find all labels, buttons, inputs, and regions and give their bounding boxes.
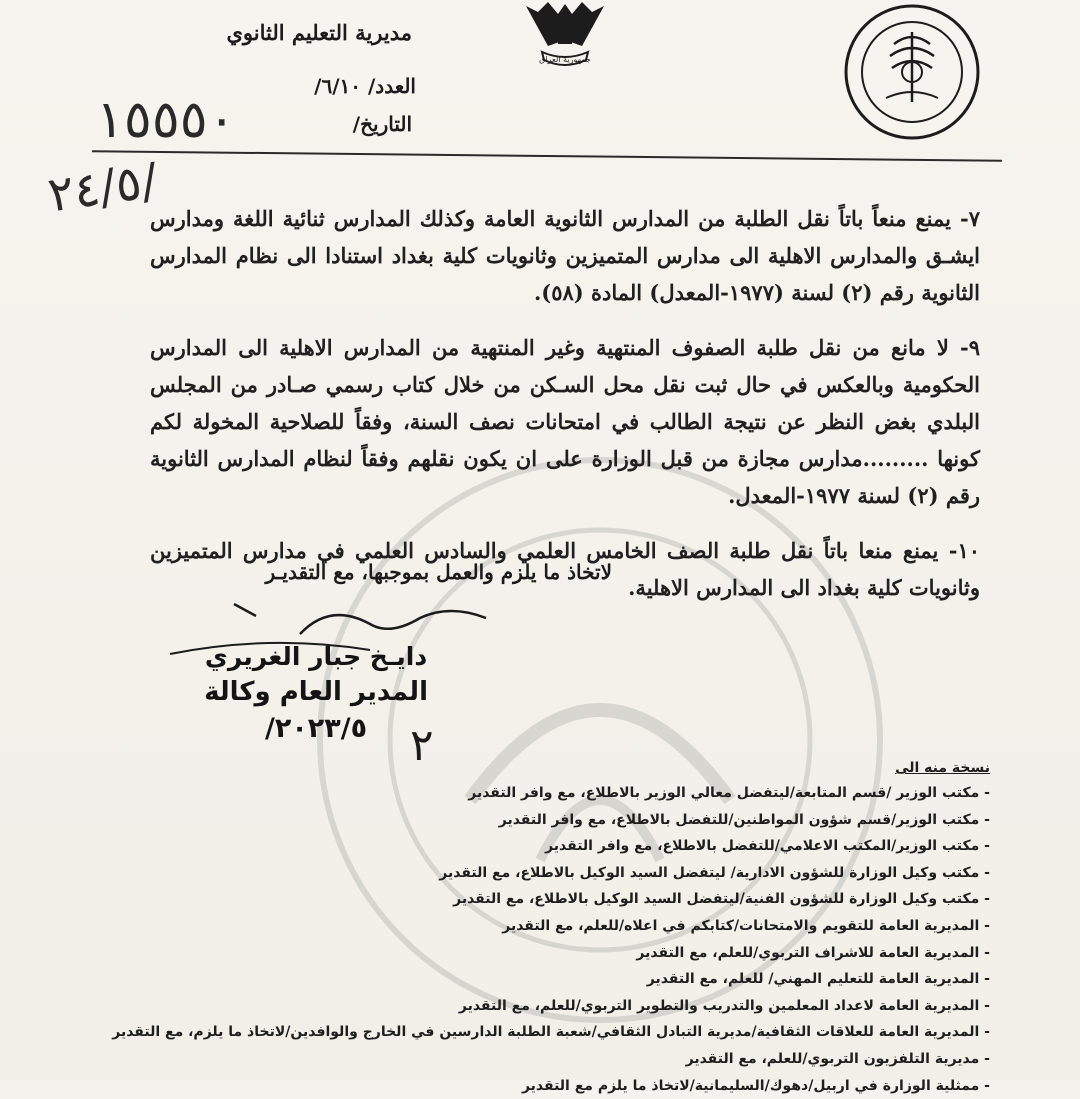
copy-recipient: - المديرية العامة للتقويم والامتحانات/كتابكم في اعلاه/للعلم، مع التقدير bbox=[90, 913, 990, 940]
handwritten-date: ٢٤/٥/ bbox=[44, 152, 162, 224]
closing-line: لاتخاذ ما يلزم والعمل بموجبها، مع التقديـر bbox=[265, 560, 612, 584]
document-date-label: التاريخ/ bbox=[352, 112, 412, 136]
copy-recipient: - مكتب الوزير /قسم المتابعة/ليتفضل معالي الوزير بالاطلاع، مع وافر التقدير bbox=[90, 780, 990, 807]
copies-list bbox=[90, 760, 990, 1099]
copy-recipient: - المديرية العامة للتعليم المهني/ للعلم، مع التقدير bbox=[90, 966, 990, 993]
copies-title: نسخة منه الى bbox=[895, 760, 990, 776]
svg-text:جمهورية العراق: جمهورية العراق bbox=[539, 55, 591, 64]
signature-block bbox=[204, 640, 428, 748]
handwritten-document-number: ١٥٥٥٠ bbox=[96, 90, 236, 150]
copy-recipient: - مديرية التلفزيون التربوي/للعلم، مع التقدير bbox=[90, 1046, 990, 1073]
copy-recipient: - المديرية العامة لاعداد المعلمين والتدريب والتطوير التربوي/للعلم، مع التقدير bbox=[90, 993, 990, 1020]
signatory-title: المدير العام وكالة bbox=[204, 677, 428, 707]
directorate-name: مديرية التعليم الثانوي bbox=[226, 20, 412, 45]
copy-recipient: - المديرية العامة للعلاقات الثقافية/مديرية التبادل الثقافي/شعبة الطلبة الدارسين في الخارج والوافدين/لاتخاذ ما يلزم، مع التقدير bbox=[90, 1019, 990, 1046]
copy-recipient: - مكتب الوزير/المكتب الاعلامي/للتفضل بالاطلاع، مع وافر التقدير bbox=[90, 833, 990, 860]
paragraph-7: ٧- يمنع منعاً باتاً نقل الطلبة من المدارس الثانوية العامة وكذلك المدارس ثنائية اللغة ومدارس ايشـق والمدارس الاهلية الى مدارس المتميزين وثانويات كلية بغداد استنادا الى نظام المدارس الثانوية رقم (٢) لسنة (١٩٧٧-المعدل) المادة (٥٨). bbox=[150, 206, 980, 305]
header-divider bbox=[92, 150, 1002, 162]
copy-recipient: - مكتب وكيل الوزارة للشؤون الادارية/ ليتفضل السيد الوكيل بالاطلاع، مع التقدير bbox=[90, 860, 990, 887]
paragraph-10: ١٠- يمنع منعا باتاً نقل طلبة الصف الخامس العلمي والسادس العلمي في مدارس المتميزين وثانويات كلية بغداد الى المدارس الاهلية. bbox=[150, 538, 980, 600]
copy-recipient: - مكتب وكيل الوزارة للشؤون الفنية/ليتفضل السيد الوكيل بالاطلاع، مع التقدير bbox=[90, 886, 990, 913]
signature-date: ٢٠٢٣/٥/ bbox=[264, 713, 368, 744]
signatory-name: دايـخ جبار الغريري bbox=[204, 642, 428, 671]
handwritten-day: ٢ bbox=[410, 720, 434, 771]
iraq-eagle-emblem-icon bbox=[520, 0, 610, 72]
ministry-of-education-seal-icon bbox=[842, 2, 982, 142]
copy-recipient: - المديرية العامة للاشراف التربوي/للعلم، مع التقدير bbox=[90, 940, 990, 967]
copy-recipient: - مكتب الوزير/قسم شؤون المواطنين/للتفضل بالاطلاع، مع وافر التقدير bbox=[90, 807, 990, 834]
copy-recipient: - ممثلية الوزارة في اربيل/دهوك/السليمانية/لاتخاذ ما يلزم مع التقدير bbox=[90, 1073, 990, 1099]
paragraph-9: ٩- لا مانع من نقل طلبة الصفوف المنتهية وغير المنتهية من المدارس الاهلية الى المدارس الحكومية وبالعكس في حال ثبت نقل محل السـكن من خلال كتاب رسمي صـادر من المجلس البلدي بغض النظر عن نتيجة الطالب في امتحانات نصف السنة، وفقاً للصلاحية المخولة لكم كونها .........مدارس مجازة من قبل الوزارة على ان يكون نقلهم وفقاً لنظام المدارس الثانوية رقم (٢) لسنة ١٩٧٧-المعدل. bbox=[150, 335, 980, 508]
document-number-label: العدد/ ٦/١٠/ bbox=[314, 74, 416, 98]
